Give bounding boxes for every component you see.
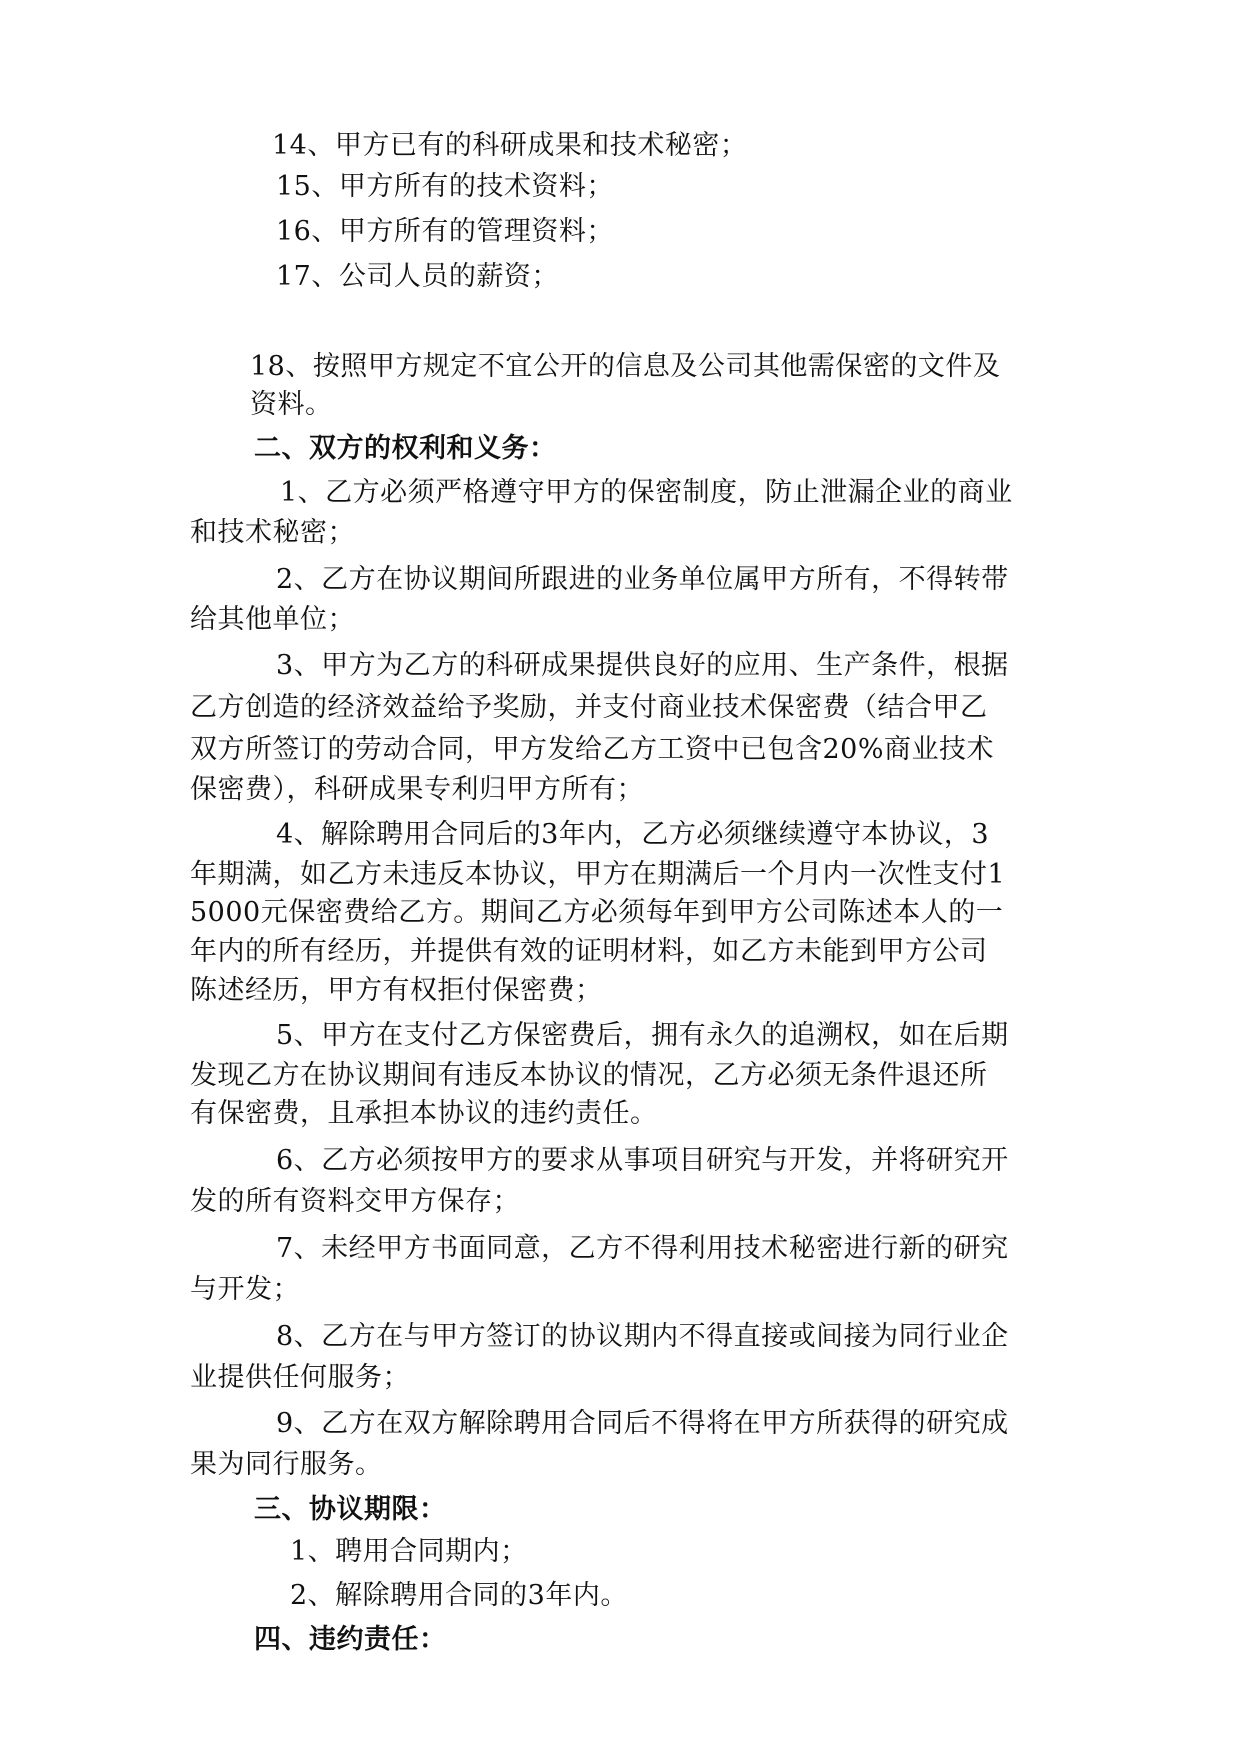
section-3-heading: 三、协议期限： [254, 1494, 447, 1525]
section-2-item-5-line-2: 发现乙方在协议期间有违反本协议的情况，乙方必须无条件退还所 [190, 1060, 988, 1091]
clause-14: 14、甲方已有的科研成果和技术秘密； [272, 130, 748, 161]
clause-15: 15、甲方所有的技术资料； [276, 171, 614, 202]
section-2-item-2-line-1: 2、乙方在协议期间所跟进的业务单位属甲方所有，不得转带 [276, 564, 1009, 595]
section-2-item-2-line-2: 给其他单位； [190, 604, 355, 635]
clause-17: 17、公司人员的薪资； [276, 261, 559, 292]
section-2-item-1-line-2: 和技术秘密； [190, 517, 355, 548]
section-2-item-7-line-2: 与开发； [190, 1274, 300, 1305]
section-3-item-1: 1、聘用合同期内； [290, 1536, 528, 1567]
section-2-item-6-line-1: 6、乙方必须按甲方的要求从事项目研究与开发，并将研究开 [276, 1145, 1009, 1176]
section-2-heading: 二、双方的权利和义务： [254, 433, 557, 464]
clause-18-line-2: 资料。 [250, 389, 333, 420]
section-2-item-5-line-3: 有保密费，且承担本协议的违约责任。 [190, 1098, 658, 1129]
section-2-item-8-line-2: 业提供任何服务； [190, 1362, 410, 1393]
section-2-item-7-line-1: 7、未经甲方书面同意，乙方不得利用技术秘密进行新的研究 [276, 1233, 1009, 1264]
section-2-item-3-line-3: 双方所签订的劳动合同，甲方发给乙方工资中已包含20%商业技术 [190, 734, 995, 765]
section-2-item-9-line-1: 9、乙方在双方解除聘用合同后不得将在甲方所获得的研究成 [276, 1408, 1009, 1439]
section-4-heading: 四、违约责任： [254, 1624, 447, 1655]
section-3-item-2: 2、解除聘用合同的3年内。 [290, 1580, 628, 1611]
section-2-item-4-line-2: 年期满，如乙方未违反本协议，甲方在期满后一个月内一次性支付1 [190, 859, 1006, 890]
section-2-item-9-line-2: 果为同行服务。 [190, 1449, 383, 1480]
clause-16: 16、甲方所有的管理资料； [276, 216, 614, 247]
section-2-item-3-line-1: 3、甲方为乙方的科研成果提供良好的应用、生产条件，根据 [276, 650, 1009, 681]
section-2-item-3-line-4: 保密费），科研成果专利归甲方所有； [190, 774, 644, 805]
section-2-item-4-line-3: 5000元保密费给乙方。期间乙方必须每年到甲方公司陈述本人的一 [190, 897, 1004, 928]
section-2-item-4-line-4: 年内的所有经历，并提供有效的证明材料，如乙方未能到甲方公司 [190, 936, 988, 967]
section-2-item-4-line-1: 4、解除聘用合同后的3年内，乙方必须继续遵守本协议，3 [276, 819, 990, 850]
section-2-item-1-line-1: 1、乙方必须严格遵守甲方的保密制度，防止泄漏企业的商业 [280, 477, 1013, 508]
clause-18-line-1: 18、按照甲方规定不宜公开的信息及公司其他需保密的文件及 [250, 351, 1001, 382]
section-2-item-8-line-1: 8、乙方在与甲方签订的协议期内不得直接或间接为同行业企 [276, 1321, 1009, 1352]
section-2-item-6-line-2: 发的所有资料交甲方保存； [190, 1186, 520, 1217]
section-2-item-3-line-2: 乙方创造的经济效益给予奖励，并支付商业技术保密费（结合甲乙 [190, 692, 988, 723]
section-2-item-4-line-5: 陈述经历，甲方有权拒付保密费； [190, 975, 603, 1006]
section-2-item-5-line-1: 5、甲方在支付乙方保密费后，拥有永久的追溯权，如在后期 [276, 1020, 1009, 1051]
